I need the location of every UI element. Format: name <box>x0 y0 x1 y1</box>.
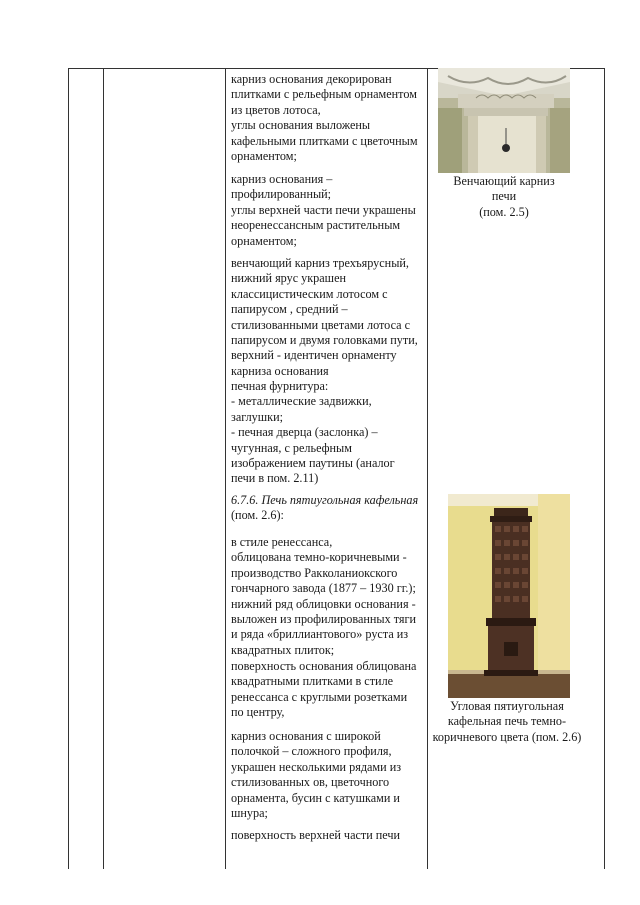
text-block-base-surface: поверхность основания облицована квадратными плитками в стиле ренессанса с круглыми розетками по центру, <box>231 659 417 720</box>
caption-crowning-cornice-text: Венчающий карниз печи (пом. 2.5) <box>453 174 555 219</box>
column-divider-1 <box>103 69 104 869</box>
column-divider-2 <box>225 69 226 869</box>
section-heading-room: (пом. 2.6): <box>231 508 284 523</box>
text-block-renaissance: в стиле ренессанса, облицована темно-коричневыми - производство Ракколаниокского гончарного завода (1877 – 1930 гг.); нижний ряд облицовки основания - выложен из профилированных тяги и ряда «бриллиантового» руста из квадратных плиток; <box>231 535 417 657</box>
caption-corner-stove <box>432 699 582 745</box>
section-heading-italic: 6.7.6. Печь пятиугольная кафельная <box>231 493 419 507</box>
text-block-fittings: печная фурнитура: - металлические задвижки, заглушки; - печная дверца (заслонка) – чугунная, с рельефным изображением паутины (аналог печи в пом. 2.11) <box>231 379 395 486</box>
text-block-base-profile: карниз основания – профилированный; углы верхней части печи украшены неоренессансным растительным орнаментом; <box>231 172 416 248</box>
photo-corner-stove <box>448 494 570 698</box>
text-block-upper-surface: поверхность верхней части печи <box>231 828 401 842</box>
caption-crowning-cornice <box>440 174 568 220</box>
text-block-base-cornice: карниз основания с широкой полочкой – сложного профиля, украшен несколькими рядами из стилизованных ов, цветочного орнамента, бусин с катушками и шнура; <box>231 729 402 821</box>
text-block-crowning-cornice: венчающий карниз трехъярусный, нижний ярус украшен классицистическим лотосом с папирусом , средний – стилизованными цветами лотоса с папирусом и двумя головками пути, верхний - идентичен орнаменту карниза основания <box>231 256 418 378</box>
text-block-cornice-base: карниз основания декорирован плитками с рельефным орнаментом из цветов лотоса, углы основания выложены кафельными плитками с цветочным орнаментом; <box>231 72 418 164</box>
caption-corner-stove-text: Угловая пятиугольная кафельная печь темно- коричневого цвета (пом. 2.6) <box>432 699 582 744</box>
photo-crowning-cornice <box>438 68 570 173</box>
